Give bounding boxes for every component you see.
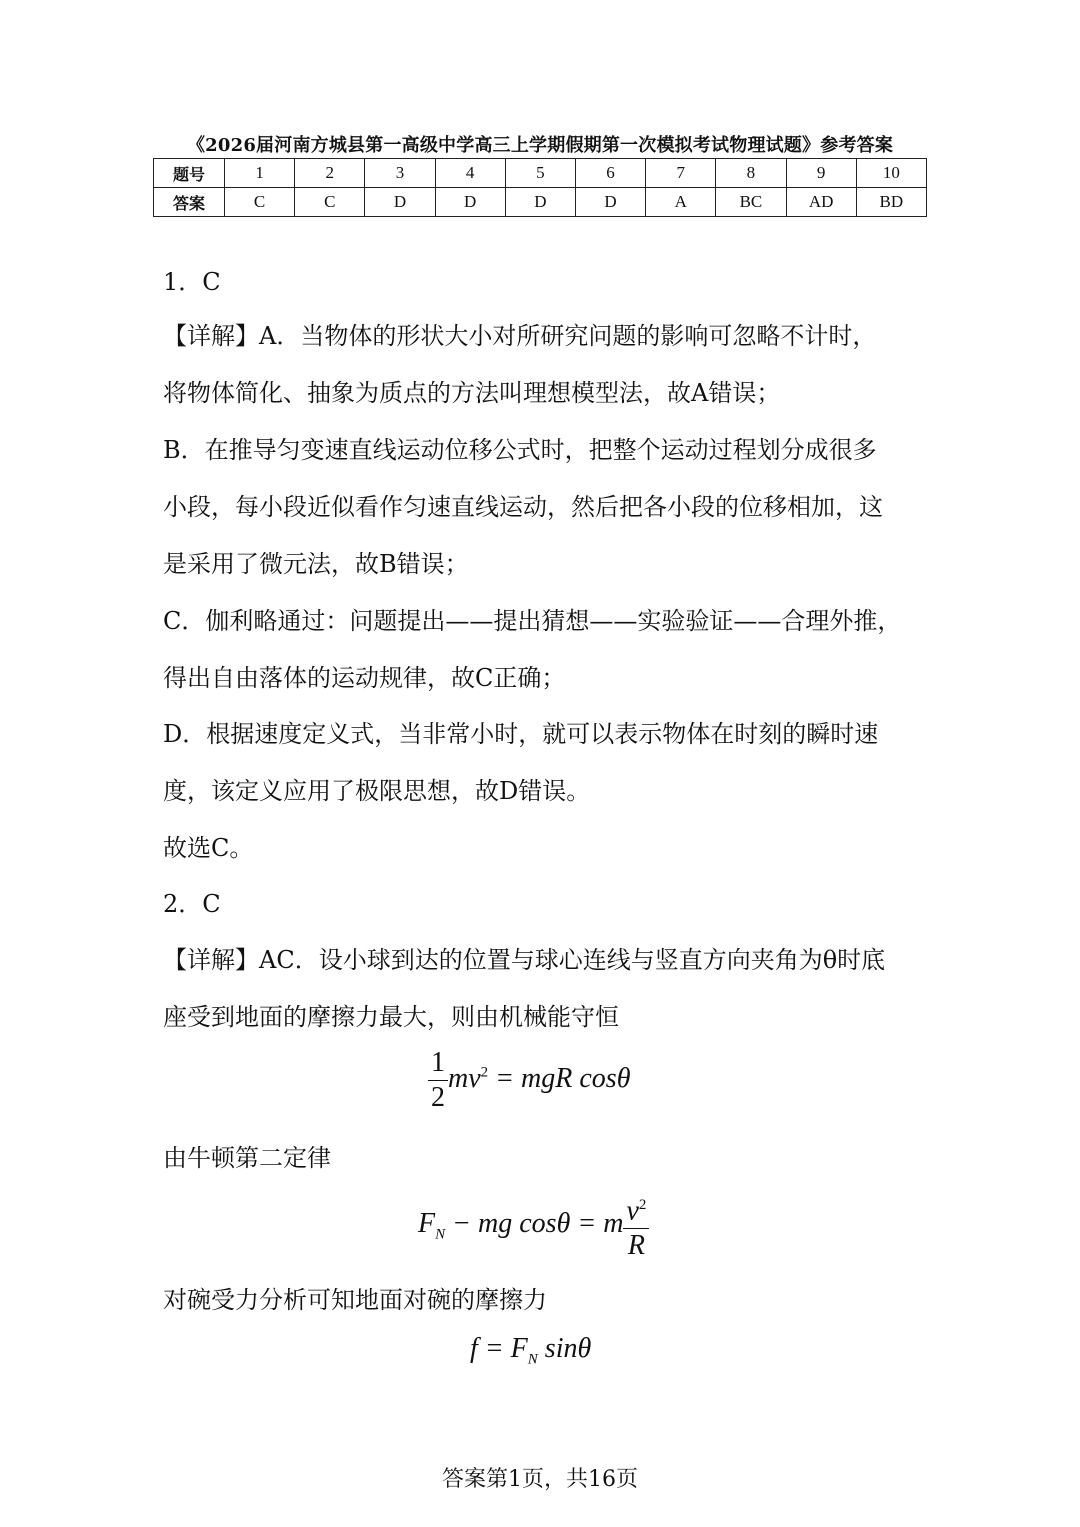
equation-newton bbox=[418, 1188, 649, 1263]
table-cell: BD bbox=[856, 188, 926, 217]
page-title: 《2026届河南方城县第一高级中学高三上学期假期第一次模拟考试物理试题》参考答案 bbox=[186, 135, 894, 156]
table-cell: 2 bbox=[295, 159, 365, 188]
subscript: N bbox=[527, 1351, 538, 1368]
fraction-denominator: R bbox=[627, 1230, 645, 1262]
question-2-text: 【详解】AC．设小球到达的位置与球心连线与竖直方向夹角为θ时底 bbox=[163, 946, 886, 974]
question-1-text: B．在推导匀变速直线运动位移公式时，把整个运动过程划分成很多 bbox=[163, 436, 877, 464]
fraction bbox=[428, 1046, 448, 1115]
table-cell: C bbox=[295, 188, 365, 217]
table-cell: 4 bbox=[435, 159, 505, 188]
question-2-text: 对碗受力分析可知地面对碗的摩擦力 bbox=[163, 1286, 547, 1314]
subscript: N bbox=[435, 1226, 446, 1243]
equation-term: − mg cosθ = m bbox=[445, 1208, 624, 1240]
question-1-text: 故选C。 bbox=[163, 834, 254, 862]
question-1-text: 【详解】A．当物体的形状大小对所研究问题的影响可忽略不计时， bbox=[163, 322, 877, 350]
table-cell: AD bbox=[786, 188, 856, 217]
table-cell: D bbox=[365, 188, 435, 217]
question-1-text: 是采用了微元法，故B错误； bbox=[163, 550, 469, 578]
table-row bbox=[154, 159, 927, 188]
question-1-text: C．伽利略通过：问题提出——提出猜想——实验验证——合理外推， bbox=[163, 607, 902, 635]
table-cell: 1 bbox=[225, 159, 295, 188]
question-2-text: 座受到地面的摩擦力最大，则由机械能守恒 bbox=[163, 1003, 619, 1031]
question-1-text: 小段，每小段近似看作匀速直线运动，然后把各小段的位移相加，这 bbox=[163, 493, 883, 521]
equation-term: f = F bbox=[470, 1333, 528, 1364]
equation-term: mv bbox=[448, 1062, 481, 1094]
table-cell: 3 bbox=[365, 159, 435, 188]
table-cell: 6 bbox=[575, 159, 645, 188]
fraction-numerator: 1 bbox=[428, 1046, 448, 1081]
page-footer: 答案第1页，共16页 bbox=[442, 1467, 638, 1492]
exponent: 2 bbox=[638, 1197, 647, 1213]
equation-term: F bbox=[418, 1208, 436, 1240]
table-cell: 9 bbox=[786, 159, 856, 188]
fraction-numerator bbox=[623, 1188, 649, 1229]
question-1-heading: 1．C bbox=[163, 268, 221, 296]
question-1-text: 得出自由落体的运动规律，故C正确； bbox=[163, 664, 566, 692]
question-2-heading: 2．C bbox=[163, 890, 221, 918]
table-row bbox=[154, 188, 927, 217]
numerator-term: v bbox=[626, 1195, 639, 1227]
fraction bbox=[623, 1188, 649, 1263]
table-cell: D bbox=[435, 188, 505, 217]
question-1-text: 度，该定义应用了极限思想，故D错误。 bbox=[163, 777, 591, 805]
equation-energy bbox=[428, 1046, 630, 1115]
table-cell: 7 bbox=[646, 159, 716, 188]
equation-term: = mgR cosθ bbox=[488, 1062, 631, 1094]
question-1-text: D．根据速度定义式，当非常小时，就可以表示物体在时刻的瞬时速 bbox=[163, 720, 879, 748]
table-header-cell: 答案 bbox=[154, 188, 225, 217]
table-cell: D bbox=[505, 188, 575, 217]
table-header-cell: 题号 bbox=[154, 159, 225, 188]
exponent: 2 bbox=[480, 1064, 489, 1081]
table-cell: D bbox=[575, 188, 645, 217]
answer-table bbox=[153, 158, 927, 217]
table-cell: 5 bbox=[505, 159, 575, 188]
question-2-text: 由牛顿第二定律 bbox=[163, 1144, 331, 1172]
fraction-denominator: 2 bbox=[431, 1082, 445, 1113]
table-cell: C bbox=[225, 188, 295, 217]
equation-friction bbox=[470, 1333, 591, 1369]
table-cell: A bbox=[646, 188, 716, 217]
table-cell: BC bbox=[716, 188, 786, 217]
question-1-text: 将物体简化、抽象为质点的方法叫理想模型法，故A错误； bbox=[163, 379, 781, 407]
table-cell: 10 bbox=[856, 159, 926, 188]
equation-term: sinθ bbox=[537, 1333, 592, 1364]
table-cell: 8 bbox=[716, 159, 786, 188]
